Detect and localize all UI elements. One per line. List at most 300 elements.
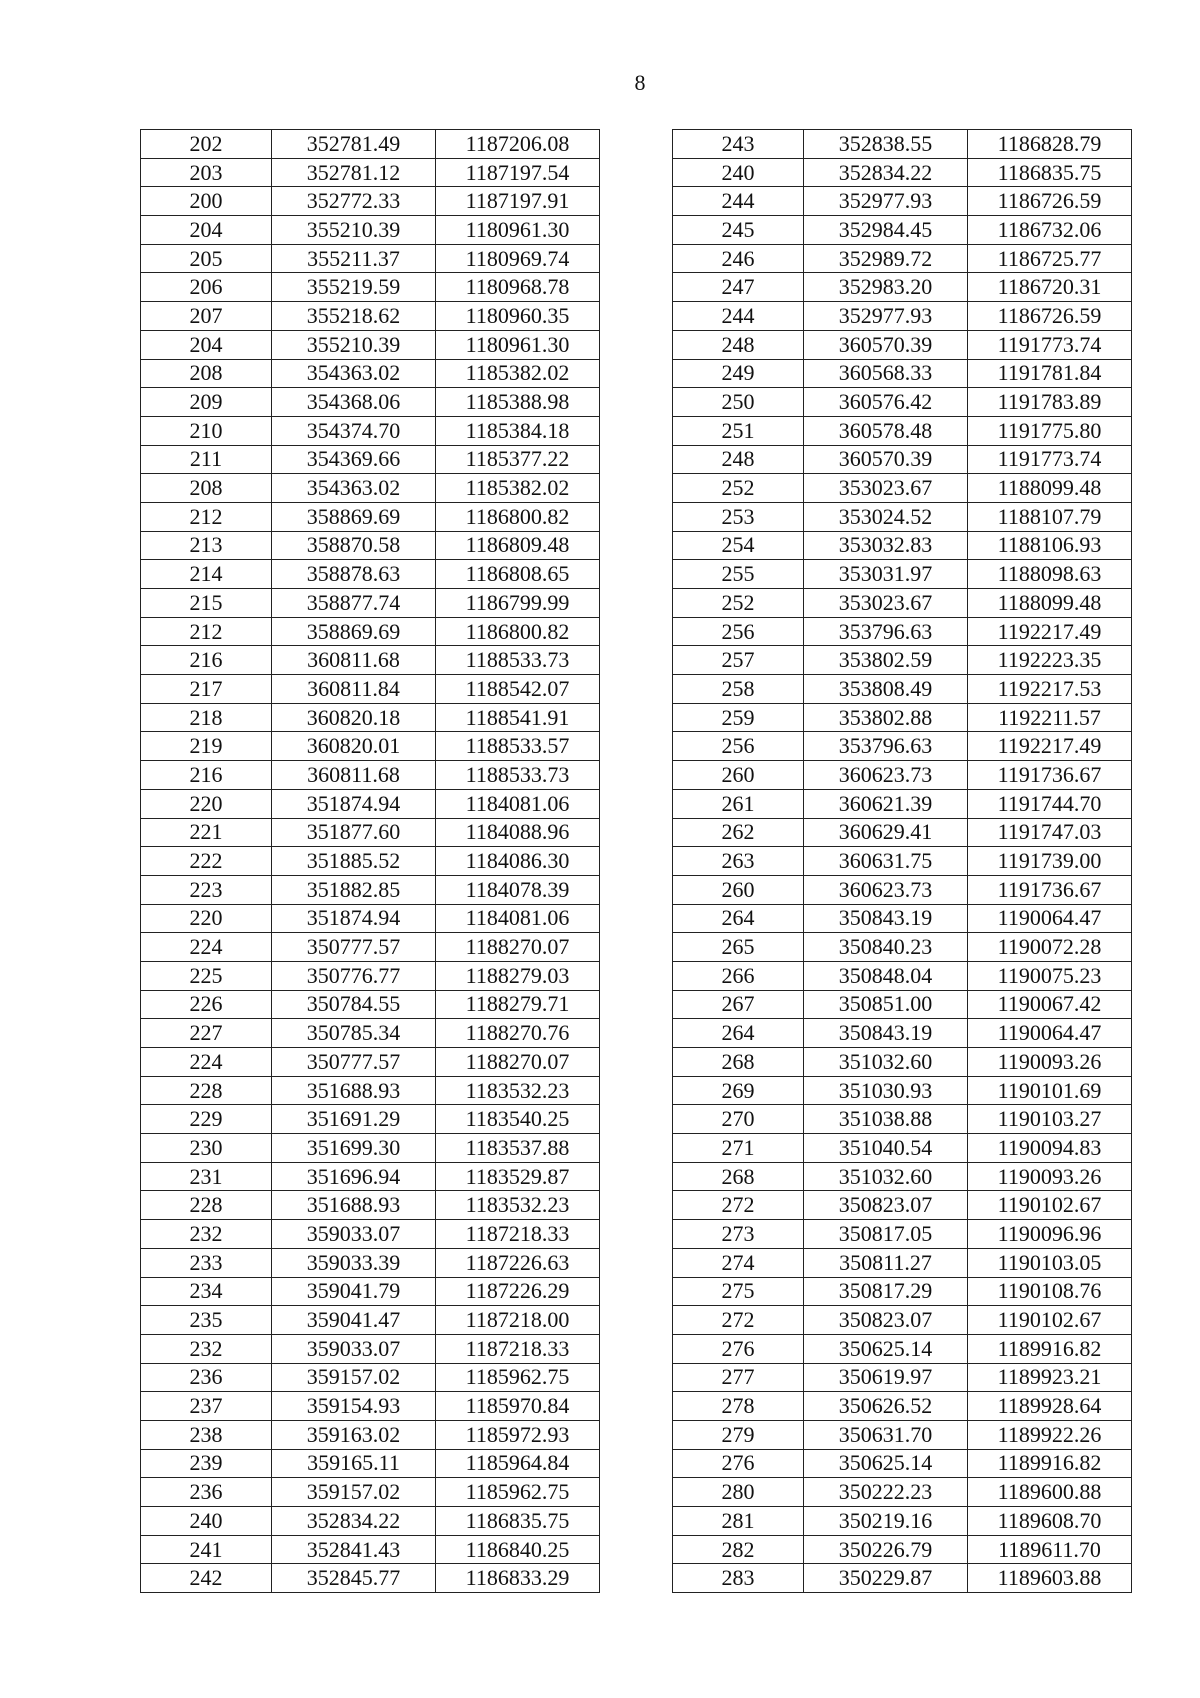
y-coordinate-cell: 1186840.25 bbox=[436, 1535, 600, 1564]
y-coordinate-cell: 1186809.48 bbox=[436, 531, 600, 560]
y-coordinate-cell: 1188533.73 bbox=[436, 761, 600, 790]
point-number-cell: 211 bbox=[141, 445, 272, 474]
x-coordinate-cell: 354363.02 bbox=[272, 359, 436, 388]
point-number-cell: 242 bbox=[141, 1564, 272, 1593]
y-coordinate-cell: 1187197.91 bbox=[436, 187, 600, 216]
point-number-cell: 256 bbox=[673, 617, 804, 646]
x-coordinate-cell: 350840.23 bbox=[804, 933, 968, 962]
x-coordinate-cell: 352834.22 bbox=[804, 158, 968, 187]
x-coordinate-cell: 350817.29 bbox=[804, 1277, 968, 1306]
table-row bbox=[141, 904, 600, 933]
point-number-cell: 240 bbox=[673, 158, 804, 187]
table-row bbox=[673, 445, 1132, 474]
y-coordinate-cell: 1192217.49 bbox=[968, 617, 1132, 646]
point-number-cell: 244 bbox=[673, 302, 804, 331]
point-number-cell: 261 bbox=[673, 789, 804, 818]
y-coordinate-cell: 1187218.33 bbox=[436, 1220, 600, 1249]
table-row bbox=[141, 1277, 600, 1306]
y-coordinate-cell: 1186720.31 bbox=[968, 273, 1132, 302]
y-coordinate-cell: 1188542.07 bbox=[436, 675, 600, 704]
x-coordinate-cell: 353023.67 bbox=[804, 474, 968, 503]
x-coordinate-cell: 350843.19 bbox=[804, 1019, 968, 1048]
y-coordinate-cell: 1188270.07 bbox=[436, 933, 600, 962]
x-coordinate-cell: 360568.33 bbox=[804, 359, 968, 388]
x-coordinate-cell: 355219.59 bbox=[272, 273, 436, 302]
y-coordinate-cell: 1186835.75 bbox=[436, 1507, 600, 1536]
table-row bbox=[141, 933, 600, 962]
table-row bbox=[673, 1478, 1132, 1507]
y-coordinate-cell: 1192217.49 bbox=[968, 732, 1132, 761]
point-number-cell: 271 bbox=[673, 1134, 804, 1163]
table-row bbox=[673, 130, 1132, 159]
table-row bbox=[141, 789, 600, 818]
table-row bbox=[673, 416, 1132, 445]
table-row bbox=[673, 158, 1132, 187]
y-coordinate-cell: 1186732.06 bbox=[968, 216, 1132, 245]
x-coordinate-cell: 360811.68 bbox=[272, 646, 436, 675]
table-row bbox=[673, 1564, 1132, 1593]
table-row bbox=[141, 359, 600, 388]
y-coordinate-cell: 1183529.87 bbox=[436, 1162, 600, 1191]
x-coordinate-cell: 358869.69 bbox=[272, 502, 436, 531]
table-row bbox=[673, 560, 1132, 589]
point-number-cell: 221 bbox=[141, 818, 272, 847]
point-number-cell: 224 bbox=[141, 1048, 272, 1077]
table-row bbox=[141, 1334, 600, 1363]
table-row bbox=[673, 732, 1132, 761]
point-number-cell: 266 bbox=[673, 961, 804, 990]
y-coordinate-cell: 1186808.65 bbox=[436, 560, 600, 589]
y-coordinate-cell: 1186800.82 bbox=[436, 617, 600, 646]
point-number-cell: 243 bbox=[673, 130, 804, 159]
point-number-cell: 283 bbox=[673, 1564, 804, 1593]
x-coordinate-cell: 351032.60 bbox=[804, 1048, 968, 1077]
y-coordinate-cell: 1184086.30 bbox=[436, 847, 600, 876]
x-coordinate-cell: 352772.33 bbox=[272, 187, 436, 216]
x-coordinate-cell: 359033.07 bbox=[272, 1220, 436, 1249]
point-number-cell: 213 bbox=[141, 531, 272, 560]
y-coordinate-cell: 1191783.89 bbox=[968, 388, 1132, 417]
table-row bbox=[141, 990, 600, 1019]
table-row bbox=[141, 1191, 600, 1220]
y-coordinate-cell: 1180969.74 bbox=[436, 244, 600, 273]
y-coordinate-cell: 1186799.99 bbox=[436, 589, 600, 618]
table-row bbox=[141, 675, 600, 704]
point-number-cell: 257 bbox=[673, 646, 804, 675]
table-row bbox=[673, 675, 1132, 704]
point-number-cell: 249 bbox=[673, 359, 804, 388]
y-coordinate-cell: 1188541.91 bbox=[436, 703, 600, 732]
x-coordinate-cell: 350222.23 bbox=[804, 1478, 968, 1507]
x-coordinate-cell: 352781.12 bbox=[272, 158, 436, 187]
table-row bbox=[673, 1392, 1132, 1421]
y-coordinate-cell: 1190108.76 bbox=[968, 1277, 1132, 1306]
table-row bbox=[673, 1162, 1132, 1191]
x-coordinate-cell: 352977.93 bbox=[804, 302, 968, 331]
x-coordinate-cell: 352845.77 bbox=[272, 1564, 436, 1593]
point-number-cell: 202 bbox=[141, 130, 272, 159]
point-number-cell: 216 bbox=[141, 761, 272, 790]
y-coordinate-cell: 1192223.35 bbox=[968, 646, 1132, 675]
page-number: 8 bbox=[634, 70, 646, 95]
y-coordinate-cell: 1190093.26 bbox=[968, 1162, 1132, 1191]
table-row bbox=[141, 1507, 600, 1536]
table-row bbox=[673, 388, 1132, 417]
table-row bbox=[141, 388, 600, 417]
point-number-cell: 228 bbox=[141, 1191, 272, 1220]
table-row bbox=[673, 216, 1132, 245]
point-number-cell: 268 bbox=[673, 1048, 804, 1077]
table-row bbox=[673, 1363, 1132, 1392]
point-number-cell: 275 bbox=[673, 1277, 804, 1306]
y-coordinate-cell: 1185962.75 bbox=[436, 1363, 600, 1392]
x-coordinate-cell: 355210.39 bbox=[272, 330, 436, 359]
table-row bbox=[673, 847, 1132, 876]
y-coordinate-cell: 1190103.05 bbox=[968, 1248, 1132, 1277]
point-number-cell: 232 bbox=[141, 1334, 272, 1363]
table-row bbox=[673, 933, 1132, 962]
x-coordinate-cell: 360820.18 bbox=[272, 703, 436, 732]
y-coordinate-cell: 1191736.67 bbox=[968, 875, 1132, 904]
table-row bbox=[673, 875, 1132, 904]
y-coordinate-cell: 1180968.78 bbox=[436, 273, 600, 302]
y-coordinate-cell: 1187197.54 bbox=[436, 158, 600, 187]
y-coordinate-cell: 1189603.88 bbox=[968, 1564, 1132, 1593]
point-number-cell: 223 bbox=[141, 875, 272, 904]
point-number-cell: 255 bbox=[673, 560, 804, 589]
x-coordinate-cell: 350843.19 bbox=[804, 904, 968, 933]
y-coordinate-cell: 1191747.03 bbox=[968, 818, 1132, 847]
table-row bbox=[673, 789, 1132, 818]
y-coordinate-cell: 1185382.02 bbox=[436, 359, 600, 388]
y-coordinate-cell: 1188533.57 bbox=[436, 732, 600, 761]
y-coordinate-cell: 1188107.79 bbox=[968, 502, 1132, 531]
x-coordinate-cell: 350625.14 bbox=[804, 1334, 968, 1363]
y-coordinate-cell: 1191773.74 bbox=[968, 445, 1132, 474]
y-coordinate-cell: 1187218.00 bbox=[436, 1306, 600, 1335]
point-number-cell: 256 bbox=[673, 732, 804, 761]
point-number-cell: 260 bbox=[673, 761, 804, 790]
table-row bbox=[141, 589, 600, 618]
y-coordinate-cell: 1185972.93 bbox=[436, 1420, 600, 1449]
point-number-cell: 281 bbox=[673, 1507, 804, 1536]
point-number-cell: 237 bbox=[141, 1392, 272, 1421]
table-row bbox=[141, 1392, 600, 1421]
table-row bbox=[141, 1220, 600, 1249]
x-coordinate-cell: 353796.63 bbox=[804, 732, 968, 761]
point-number-cell: 219 bbox=[141, 732, 272, 761]
point-number-cell: 216 bbox=[141, 646, 272, 675]
x-coordinate-cell: 353031.97 bbox=[804, 560, 968, 589]
y-coordinate-cell: 1189608.70 bbox=[968, 1507, 1132, 1536]
table-row bbox=[141, 273, 600, 302]
x-coordinate-cell: 350823.07 bbox=[804, 1306, 968, 1335]
x-coordinate-cell: 350619.97 bbox=[804, 1363, 968, 1392]
point-number-cell: 208 bbox=[141, 474, 272, 503]
x-coordinate-cell: 351696.94 bbox=[272, 1162, 436, 1191]
table-row bbox=[673, 589, 1132, 618]
point-number-cell: 248 bbox=[673, 445, 804, 474]
y-coordinate-cell: 1186800.82 bbox=[436, 502, 600, 531]
table-row bbox=[673, 244, 1132, 273]
x-coordinate-cell: 355210.39 bbox=[272, 216, 436, 245]
table-row bbox=[673, 531, 1132, 560]
x-coordinate-cell: 350817.05 bbox=[804, 1220, 968, 1249]
point-number-cell: 231 bbox=[141, 1162, 272, 1191]
x-coordinate-cell: 350823.07 bbox=[804, 1191, 968, 1220]
table-row bbox=[673, 703, 1132, 732]
x-coordinate-cell: 360811.84 bbox=[272, 675, 436, 704]
x-coordinate-cell: 360623.73 bbox=[804, 761, 968, 790]
table-row bbox=[141, 1134, 600, 1163]
y-coordinate-cell: 1191773.74 bbox=[968, 330, 1132, 359]
table-row bbox=[141, 1449, 600, 1478]
x-coordinate-cell: 353808.49 bbox=[804, 675, 968, 704]
x-coordinate-cell: 351882.85 bbox=[272, 875, 436, 904]
point-number-cell: 235 bbox=[141, 1306, 272, 1335]
table-row bbox=[141, 732, 600, 761]
x-coordinate-cell: 358869.69 bbox=[272, 617, 436, 646]
table-row bbox=[141, 617, 600, 646]
point-number-cell: 233 bbox=[141, 1248, 272, 1277]
x-coordinate-cell: 360631.75 bbox=[804, 847, 968, 876]
y-coordinate-cell: 1187218.33 bbox=[436, 1334, 600, 1363]
y-coordinate-cell: 1180961.30 bbox=[436, 216, 600, 245]
x-coordinate-cell: 351874.94 bbox=[272, 904, 436, 933]
x-coordinate-cell: 351885.52 bbox=[272, 847, 436, 876]
point-number-cell: 220 bbox=[141, 904, 272, 933]
y-coordinate-cell: 1188106.93 bbox=[968, 531, 1132, 560]
x-coordinate-cell: 350776.77 bbox=[272, 961, 436, 990]
point-number-cell: 277 bbox=[673, 1363, 804, 1392]
point-number-cell: 203 bbox=[141, 158, 272, 187]
point-number-cell: 274 bbox=[673, 1248, 804, 1277]
x-coordinate-cell: 351040.54 bbox=[804, 1134, 968, 1163]
x-coordinate-cell: 352781.49 bbox=[272, 130, 436, 159]
y-coordinate-cell: 1183537.88 bbox=[436, 1134, 600, 1163]
point-number-cell: 200 bbox=[141, 187, 272, 216]
table-row bbox=[673, 617, 1132, 646]
point-number-cell: 254 bbox=[673, 531, 804, 560]
x-coordinate-cell: 351688.93 bbox=[272, 1076, 436, 1105]
point-number-cell: 262 bbox=[673, 818, 804, 847]
y-coordinate-cell: 1185388.98 bbox=[436, 388, 600, 417]
y-coordinate-cell: 1190094.83 bbox=[968, 1134, 1132, 1163]
x-coordinate-cell: 350777.57 bbox=[272, 1048, 436, 1077]
y-coordinate-cell: 1189600.88 bbox=[968, 1478, 1132, 1507]
y-coordinate-cell: 1180961.30 bbox=[436, 330, 600, 359]
x-coordinate-cell: 354369.66 bbox=[272, 445, 436, 474]
x-coordinate-cell: 352984.45 bbox=[804, 216, 968, 245]
table-row bbox=[141, 474, 600, 503]
table-row bbox=[673, 1334, 1132, 1363]
point-number-cell: 236 bbox=[141, 1478, 272, 1507]
x-coordinate-cell: 352983.20 bbox=[804, 273, 968, 302]
point-number-cell: 258 bbox=[673, 675, 804, 704]
y-coordinate-cell: 1180960.35 bbox=[436, 302, 600, 331]
x-coordinate-cell: 352989.72 bbox=[804, 244, 968, 273]
y-coordinate-cell: 1185382.02 bbox=[436, 474, 600, 503]
y-coordinate-cell: 1184078.39 bbox=[436, 875, 600, 904]
x-coordinate-cell: 359163.02 bbox=[272, 1420, 436, 1449]
y-coordinate-cell: 1190075.23 bbox=[968, 961, 1132, 990]
y-coordinate-cell: 1188099.48 bbox=[968, 474, 1132, 503]
point-number-cell: 278 bbox=[673, 1392, 804, 1421]
table-row bbox=[141, 1535, 600, 1564]
x-coordinate-cell: 359041.79 bbox=[272, 1277, 436, 1306]
point-number-cell: 208 bbox=[141, 359, 272, 388]
table-row bbox=[673, 1277, 1132, 1306]
x-coordinate-cell: 360576.42 bbox=[804, 388, 968, 417]
x-coordinate-cell: 351038.88 bbox=[804, 1105, 968, 1134]
table-row bbox=[673, 990, 1132, 1019]
x-coordinate-cell: 353796.63 bbox=[804, 617, 968, 646]
table-row bbox=[673, 359, 1132, 388]
x-coordinate-cell: 354368.06 bbox=[272, 388, 436, 417]
y-coordinate-cell: 1185377.22 bbox=[436, 445, 600, 474]
table-row bbox=[673, 646, 1132, 675]
point-number-cell: 215 bbox=[141, 589, 272, 618]
point-number-cell: 212 bbox=[141, 502, 272, 531]
x-coordinate-cell: 351688.93 bbox=[272, 1191, 436, 1220]
point-number-cell: 282 bbox=[673, 1535, 804, 1564]
y-coordinate-cell: 1185964.84 bbox=[436, 1449, 600, 1478]
table-row bbox=[141, 1306, 600, 1335]
x-coordinate-cell: 350848.04 bbox=[804, 961, 968, 990]
x-coordinate-cell: 351877.60 bbox=[272, 818, 436, 847]
point-number-cell: 279 bbox=[673, 1420, 804, 1449]
x-coordinate-cell: 358878.63 bbox=[272, 560, 436, 589]
point-number-cell: 264 bbox=[673, 1019, 804, 1048]
table-row bbox=[141, 416, 600, 445]
x-coordinate-cell: 352838.55 bbox=[804, 130, 968, 159]
y-coordinate-cell: 1189916.82 bbox=[968, 1334, 1132, 1363]
table-row bbox=[141, 961, 600, 990]
x-coordinate-cell: 359165.11 bbox=[272, 1449, 436, 1478]
point-number-cell: 280 bbox=[673, 1478, 804, 1507]
y-coordinate-cell: 1190102.67 bbox=[968, 1191, 1132, 1220]
y-coordinate-cell: 1188099.48 bbox=[968, 589, 1132, 618]
point-number-cell: 228 bbox=[141, 1076, 272, 1105]
point-number-cell: 210 bbox=[141, 416, 272, 445]
table-row bbox=[141, 560, 600, 589]
x-coordinate-cell: 359157.02 bbox=[272, 1363, 436, 1392]
table-row bbox=[673, 1048, 1132, 1077]
table-row bbox=[141, 761, 600, 790]
y-coordinate-cell: 1187226.29 bbox=[436, 1277, 600, 1306]
point-number-cell: 234 bbox=[141, 1277, 272, 1306]
y-coordinate-cell: 1191736.67 bbox=[968, 761, 1132, 790]
point-number-cell: 272 bbox=[673, 1191, 804, 1220]
table-row bbox=[141, 1076, 600, 1105]
x-coordinate-cell: 360570.39 bbox=[804, 330, 968, 359]
x-coordinate-cell: 358870.58 bbox=[272, 531, 436, 560]
table-row bbox=[141, 1162, 600, 1191]
point-number-cell: 226 bbox=[141, 990, 272, 1019]
point-number-cell: 204 bbox=[141, 216, 272, 245]
y-coordinate-cell: 1183532.23 bbox=[436, 1076, 600, 1105]
x-coordinate-cell: 350626.52 bbox=[804, 1392, 968, 1421]
point-number-cell: 264 bbox=[673, 904, 804, 933]
point-number-cell: 272 bbox=[673, 1306, 804, 1335]
point-number-cell: 252 bbox=[673, 589, 804, 618]
y-coordinate-cell: 1188098.63 bbox=[968, 560, 1132, 589]
point-number-cell: 259 bbox=[673, 703, 804, 732]
y-coordinate-cell: 1184081.06 bbox=[436, 904, 600, 933]
x-coordinate-cell: 350229.87 bbox=[804, 1564, 968, 1593]
y-coordinate-cell: 1185384.18 bbox=[436, 416, 600, 445]
point-number-cell: 244 bbox=[673, 187, 804, 216]
x-coordinate-cell: 350777.57 bbox=[272, 933, 436, 962]
y-coordinate-cell: 1190102.67 bbox=[968, 1306, 1132, 1335]
y-coordinate-cell: 1188279.03 bbox=[436, 961, 600, 990]
table-row bbox=[141, 158, 600, 187]
table-row bbox=[141, 1478, 600, 1507]
point-number-cell: 217 bbox=[141, 675, 272, 704]
y-coordinate-cell: 1188270.07 bbox=[436, 1048, 600, 1077]
table-row bbox=[673, 1076, 1132, 1105]
point-number-cell: 209 bbox=[141, 388, 272, 417]
point-number-cell: 238 bbox=[141, 1420, 272, 1449]
point-number-cell: 267 bbox=[673, 990, 804, 1019]
point-number-cell: 251 bbox=[673, 416, 804, 445]
table-row bbox=[141, 244, 600, 273]
y-coordinate-cell: 1184081.06 bbox=[436, 789, 600, 818]
table-row bbox=[141, 818, 600, 847]
x-coordinate-cell: 352841.43 bbox=[272, 1535, 436, 1564]
table-row bbox=[141, 330, 600, 359]
table-row bbox=[141, 1248, 600, 1277]
y-coordinate-cell: 1190103.27 bbox=[968, 1105, 1132, 1134]
point-number-cell: 204 bbox=[141, 330, 272, 359]
table-row bbox=[673, 1220, 1132, 1249]
table-row bbox=[141, 1048, 600, 1077]
table-row bbox=[673, 302, 1132, 331]
table-row bbox=[673, 1306, 1132, 1335]
x-coordinate-cell: 351032.60 bbox=[804, 1162, 968, 1191]
y-coordinate-cell: 1186833.29 bbox=[436, 1564, 600, 1593]
table-row bbox=[673, 1449, 1132, 1478]
point-number-cell: 265 bbox=[673, 933, 804, 962]
table-row bbox=[141, 1564, 600, 1593]
table-row bbox=[673, 904, 1132, 933]
coordinates-table-right bbox=[672, 129, 1132, 1593]
point-number-cell: 220 bbox=[141, 789, 272, 818]
y-coordinate-cell: 1186725.77 bbox=[968, 244, 1132, 273]
point-number-cell: 236 bbox=[141, 1363, 272, 1392]
x-coordinate-cell: 355218.62 bbox=[272, 302, 436, 331]
x-coordinate-cell: 350784.55 bbox=[272, 990, 436, 1019]
point-number-cell: 276 bbox=[673, 1449, 804, 1478]
y-coordinate-cell: 1189923.21 bbox=[968, 1363, 1132, 1392]
x-coordinate-cell: 351699.30 bbox=[272, 1134, 436, 1163]
point-number-cell: 260 bbox=[673, 875, 804, 904]
x-coordinate-cell: 358877.74 bbox=[272, 589, 436, 618]
point-number-cell: 241 bbox=[141, 1535, 272, 1564]
y-coordinate-cell: 1192211.57 bbox=[968, 703, 1132, 732]
y-coordinate-cell: 1189611.70 bbox=[968, 1535, 1132, 1564]
point-number-cell: 269 bbox=[673, 1076, 804, 1105]
x-coordinate-cell: 360623.73 bbox=[804, 875, 968, 904]
x-coordinate-cell: 355211.37 bbox=[272, 244, 436, 273]
y-coordinate-cell: 1191739.00 bbox=[968, 847, 1132, 876]
x-coordinate-cell: 350631.70 bbox=[804, 1420, 968, 1449]
point-number-cell: 225 bbox=[141, 961, 272, 990]
point-number-cell: 229 bbox=[141, 1105, 272, 1134]
table-row bbox=[673, 187, 1132, 216]
y-coordinate-cell: 1189916.82 bbox=[968, 1449, 1132, 1478]
table-row bbox=[141, 502, 600, 531]
